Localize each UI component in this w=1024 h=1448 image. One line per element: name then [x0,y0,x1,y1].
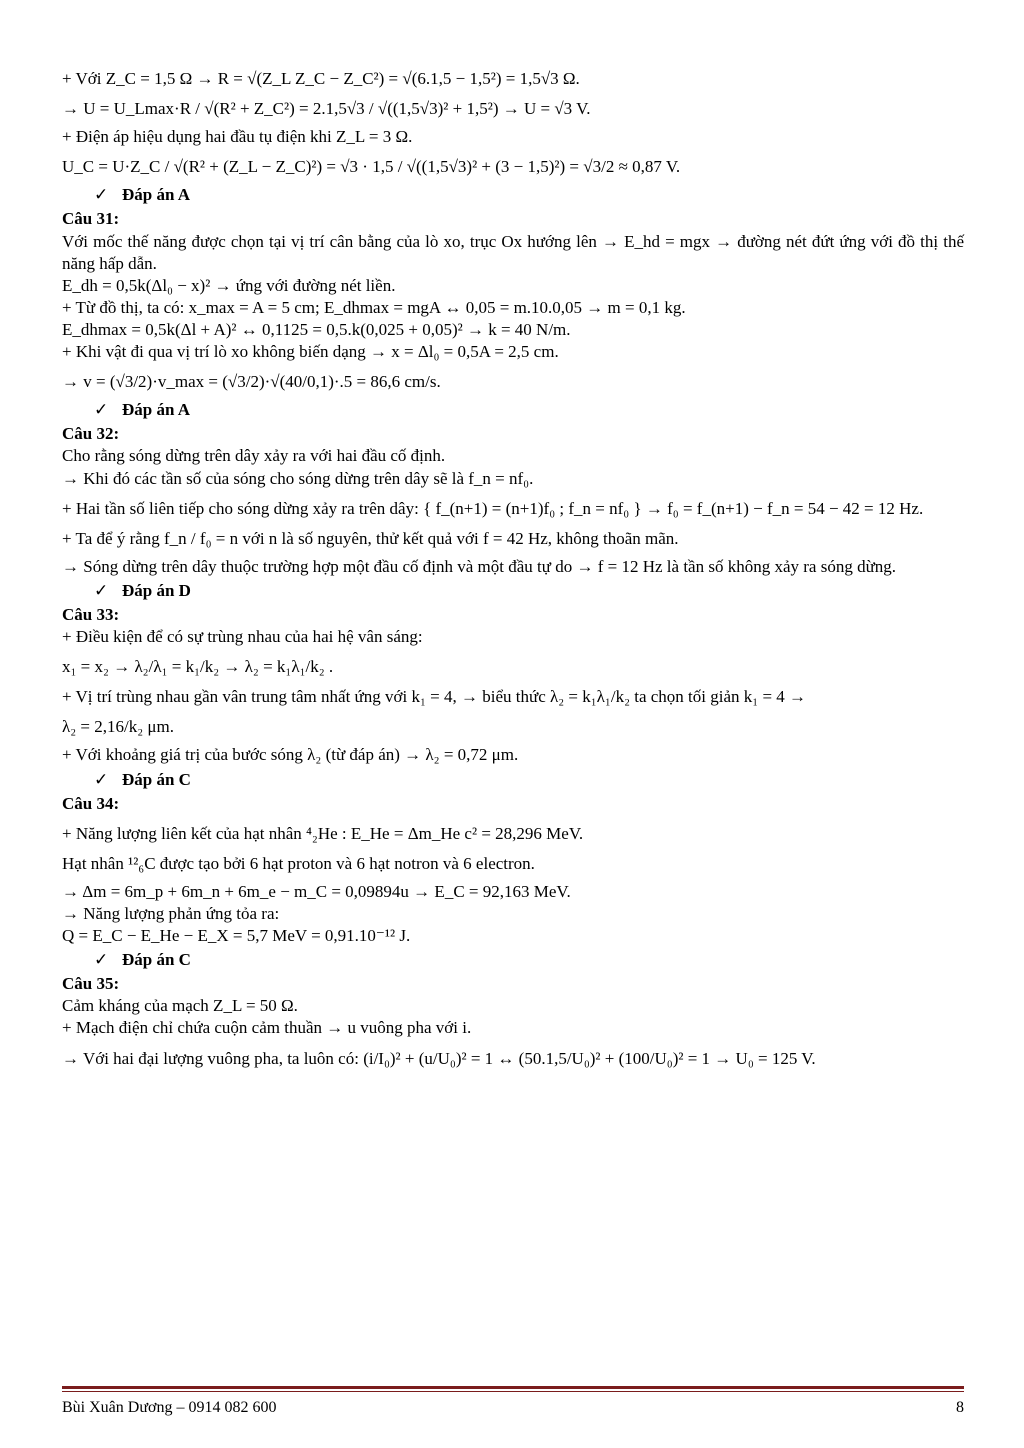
text-line: Hạt nhân ¹²₆C được tạo bởi 6 hạt proton và 6 hạt notron và 6 electron. [62,853,535,873]
text-line: → Năng lượng phản ứng tỏa ra: [62,904,280,923]
text-line: Q = E_C − E_He − E_X = 5,7 MeV = 0,91.10⁻¹² J. [62,926,411,946]
answer-label: Đáp án C [122,950,191,970]
equation: + Hai tần số liên tiếp cho sóng dừng xảy ra trên dây: { f_(n+1) = (n+1)f₀ ; f_n = nf₀ } → f₀ = f_(n+1) − f_n = 54 − 42 = 12 Hz. [62,498,924,518]
check-icon: ✓ [94,769,109,789]
answer-line [94,184,964,206]
answer-label: Đáp án C [122,769,191,789]
check-icon: ✓ [94,950,109,970]
question-heading: Câu 35: [62,974,120,994]
text-line: Với mốc thế năng được chọn tại vị trí cân bằng của lò xo, trục Ox hướng lên → E_hd = mgx → đường nét đứt ứng với đồ thị thế năng hấp dẫn. [62,231,964,273]
check-icon: ✓ [94,580,109,600]
answer-label: Đáp án A [122,185,191,205]
equation: λ₂ = 2,16/k₂ μm. [62,717,174,737]
equation: → U = U_Lmax·R / √(R² + Z_C²) = 2.1,5√3 / √((1,5√3)² + 1,5²) → U = √3 V. [62,99,591,119]
equation: + Vị trí trùng nhau gần vân trung tâm nhất ứng với k₁ = 4, → biểu thức λ₂ = k₁λ₁/k₂ ta chọn tối giản k₁ = 4 → [62,687,807,707]
equation: → Với hai đại lượng vuông pha, ta luôn có: (i/I₀)² + (u/U₀)² = 1 ↔ (50.1,5/U₀)² + (100/U₀)² = 1 → U₀ = 125 V. [62,1048,816,1068]
check-icon: ✓ [94,400,109,420]
text-line: E_dhmax = 0,5k(Δl + A)² ↔ 0,1125 = 0,5.k(0,025 + 0,05)² → k = 40 N/m. [62,319,571,339]
footer-author: Bùi Xuân Dương – 0914 082 600 [62,1399,277,1416]
text-line: + Điều kiện để có sự trùng nhau của hai hệ vân sáng: [62,627,423,647]
answer-line [94,949,964,971]
check-icon: ✓ [94,185,109,205]
text-line: + Với khoảng giá trị của bước sóng λ₂ (từ đáp án) → λ₂ = 0,72 μm. [62,745,519,765]
question-heading: Câu 31: [62,209,120,229]
footer-rule [62,1386,964,1389]
text-line: Cho rằng sóng dừng trên dây xảy ra với hai đầu cố định. [62,446,446,466]
answer-label: Đáp án A [122,400,191,420]
question-heading: Câu 32: [62,424,120,444]
footer-rule-thin [62,1391,964,1392]
answer-line [94,769,964,791]
text-line: + Điện áp hiệu dụng hai đầu tụ điện khi Z_L = 3 Ω. [62,127,413,147]
text-line: Cảm kháng của mạch Z_L = 50 Ω. [62,996,298,1016]
text-line: + Với Z_C = 1,5 Ω → R = √(Z_L Z_C − Z_C²) = √(6.1,5 − 1,5²) = 1,5√3 Ω. [62,69,580,88]
question-heading: Câu 33: [62,604,120,624]
page-number: 8 [956,1399,964,1416]
equation: + Ta để ý rằng f_n / f₀ = n với n là số nguyên, thử kết quả với f = 42 Hz, không thoãn mãn. [62,528,679,548]
equation: x₁ = x₂ → λ₂/λ₁ = k₁/k₂ → λ₂ = k₁λ₁/k₂ . [62,657,334,677]
equation: → v = (√3/2)·v_max = (√3/2)·√(40/0,1)·.5 = 86,6 cm/s. [62,372,441,392]
answer-line [94,399,964,421]
text-line: + Mạch điện chỉ chứa cuộn cảm thuần → u vuông pha với i. [62,1018,472,1038]
text-line: → Δm = 6m_p + 6m_n + 6m_e − m_C = 0,09894u → E_C = 92,163 MeV. [62,881,571,901]
text-line: + Năng lượng liên kết của hạt nhân ⁴₂He : E_He = Δm_He c² = 28,296 MeV. [62,823,584,843]
answer-label: Đáp án D [122,580,191,600]
answer-line [94,580,964,602]
text-line: E_dh = 0,5k(Δl₀ − x)² → ứng với đường nét liền. [62,275,396,295]
document-body [62,68,964,1076]
question-heading: Câu 34: [62,793,120,813]
equation: U_C = U·Z_C / √(R² + (Z_L − Z_C)²) = √3 · 1,5 / √((1,5√3)² + (3 − 1,5)²) = √3/2 ≈ 0,87 V. [62,157,681,177]
text-line: → Sóng dừng trên dây thuộc trường hợp một đầu cố định và một đầu tự do → f = 12 Hz là tần số không xảy ra sóng dừng. [62,556,897,576]
text-line: + Từ đồ thị, ta có: x_max = A = 5 cm; E_dhmax = mgA ↔ 0,05 = m.10.0,05 → m = 0,1 kg. [62,297,686,317]
text-line: → Khi đó các tần số của sóng cho sóng dừng trên dây sẽ là f_n = nf₀. [62,468,534,488]
text-line: + Khi vật đi qua vị trí lò xo không biến dạng → x = Δl₀ = 0,5A = 2,5 cm. [62,342,559,362]
